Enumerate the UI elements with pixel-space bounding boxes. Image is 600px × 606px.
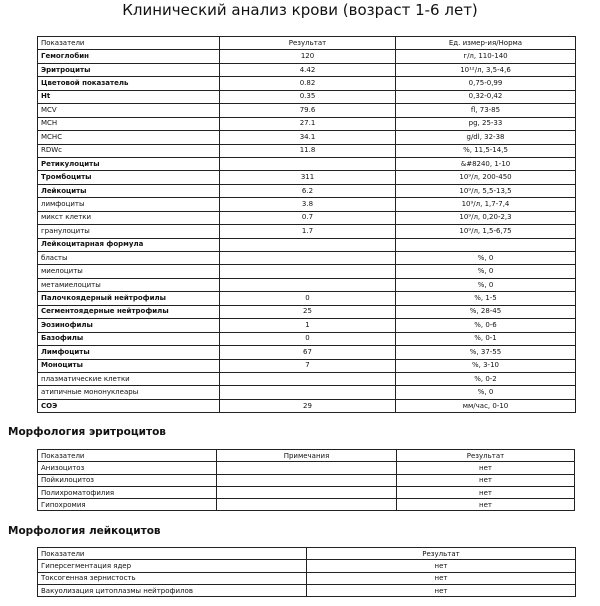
table-row — [38, 63, 576, 76]
indicator-name: микст клетки — [38, 211, 220, 224]
table-row — [38, 572, 576, 584]
indicator-name: Тромбоциты — [38, 171, 220, 184]
norm-value: %, 11,5-14,5 — [396, 144, 576, 157]
column-header-result: Результат — [220, 37, 396, 50]
norm-value: fl, 73-85 — [396, 104, 576, 117]
norm-value: %, 0 — [396, 386, 576, 399]
result-value: нет — [307, 572, 576, 584]
result-value: 311 — [220, 171, 396, 184]
note-value — [217, 462, 397, 474]
leukocyte-morphology-rows — [38, 560, 576, 597]
norm-value: 10⁹/л, 0,20-2,3 — [396, 211, 576, 224]
table-row — [38, 499, 575, 511]
result-value: 0 — [220, 332, 396, 345]
norm-value: %, 37-55 — [396, 346, 576, 359]
result-value: нет — [397, 462, 575, 474]
report-title: Клинический анализ крови (возраст 1-6 лет) — [122, 1, 478, 19]
indicator-name: Палочкоядерный нейтрофилы — [38, 292, 220, 305]
result-value: 27.1 — [220, 117, 396, 130]
table-row — [38, 278, 576, 291]
result-value: 0.82 — [220, 77, 396, 90]
table-row — [38, 104, 576, 117]
table-row — [38, 292, 576, 305]
indicator-name: Гемоглобин — [38, 50, 220, 63]
norm-value: 0,32-0,42 — [396, 90, 576, 103]
result-value: 11.8 — [220, 144, 396, 157]
result-value: нет — [397, 474, 575, 486]
result-value — [220, 278, 396, 291]
column-header-notes: Примечания — [217, 450, 397, 462]
norm-value: %, 3-10 — [396, 359, 576, 372]
table-header-row — [38, 37, 576, 50]
table-row — [38, 560, 576, 572]
norm-value: %, 1-5 — [396, 292, 576, 305]
table-row — [38, 486, 575, 498]
table-row — [38, 171, 576, 184]
indicator-name: Пойкилоцитоз — [38, 474, 217, 486]
norm-value: %, 0-6 — [396, 319, 576, 332]
indicator-name: Эозинофилы — [38, 319, 220, 332]
norm-value: 0,75-0,99 — [396, 77, 576, 90]
indicator-name: Вакуолизация цитоплазмы нейтрофилов — [38, 584, 307, 596]
column-header-indicator: Показатели — [38, 548, 307, 560]
indicator-name: MCV — [38, 104, 220, 117]
indicator-name: Гиперсегментация ядер — [38, 560, 307, 572]
table-row — [38, 332, 576, 345]
norm-value: %, 28-45 — [396, 305, 576, 318]
leukocyte-morphology-heading: Морфология лейкоцитов — [8, 525, 161, 537]
table-row — [38, 225, 576, 238]
table-row — [38, 50, 576, 63]
result-value: 0.35 — [220, 90, 396, 103]
result-value: 29 — [220, 399, 396, 412]
result-value — [220, 238, 396, 251]
indicator-name: плазматические клетки — [38, 372, 220, 385]
indicator-name: MCH — [38, 117, 220, 130]
result-value: 7 — [220, 359, 396, 372]
result-value: 79.6 — [220, 104, 396, 117]
column-header-norm: Ед. измер-ия/Норма — [396, 37, 576, 50]
indicator-name: СОЭ — [38, 399, 220, 412]
result-value: нет — [397, 499, 575, 511]
indicator-name: Полихроматофилия — [38, 486, 217, 498]
table-row — [38, 399, 576, 412]
table-row — [38, 305, 576, 318]
norm-value: 10⁹/л, 5,5-13,5 — [396, 184, 576, 197]
indicator-name: Лейкоцитарная формула — [38, 238, 220, 251]
indicator-name: Цветовой показатель — [38, 77, 220, 90]
table-row — [38, 252, 576, 265]
result-value: 34.1 — [220, 131, 396, 144]
norm-value: 10⁹/л, 1,5-6,75 — [396, 225, 576, 238]
result-value: 1.7 — [220, 225, 396, 238]
erythrocyte-morphology-heading: Морфология эритроцитов — [8, 426, 166, 438]
indicator-name: гранулоциты — [38, 225, 220, 238]
norm-value: &#8240, 1-10 — [396, 157, 576, 170]
table-row — [38, 265, 576, 278]
norm-value — [396, 238, 576, 251]
blood-analysis-rows — [38, 50, 576, 413]
result-value — [220, 252, 396, 265]
indicator-name: атипичные мононуклеары — [38, 386, 220, 399]
norm-value: %, 0 — [396, 278, 576, 291]
result-value: нет — [397, 486, 575, 498]
table-row — [38, 584, 576, 596]
indicator-name: метамиелоциты — [38, 278, 220, 291]
column-header-result: Результат — [307, 548, 576, 560]
indicator-name: MCHC — [38, 131, 220, 144]
table-row — [38, 474, 575, 486]
table-row — [38, 117, 576, 130]
result-value — [220, 372, 396, 385]
result-value: 67 — [220, 346, 396, 359]
note-value — [217, 499, 397, 511]
result-value: нет — [307, 560, 576, 572]
indicator-name: Моноциты — [38, 359, 220, 372]
norm-value: %, 0-1 — [396, 332, 576, 345]
norm-value: 10⁹/л, 1,7-7,4 — [396, 198, 576, 211]
indicator-name: Ретикулоциты — [38, 157, 220, 170]
table-row — [38, 90, 576, 103]
indicator-name: лимфоциты — [38, 198, 220, 211]
result-value: 4.42 — [220, 63, 396, 76]
note-value — [217, 474, 397, 486]
table-row — [38, 144, 576, 157]
table-row — [38, 131, 576, 144]
indicator-name: Ht — [38, 90, 220, 103]
indicator-name: Базофилы — [38, 332, 220, 345]
table-row — [38, 184, 576, 197]
result-value: 1 — [220, 319, 396, 332]
norm-value: г/л, 110-140 — [396, 50, 576, 63]
column-header-indicator: Показатели — [38, 450, 217, 462]
erythrocyte-morphology-table — [37, 449, 575, 511]
table-header-row — [38, 548, 576, 560]
table-row — [38, 198, 576, 211]
indicator-name: Гипохромия — [38, 499, 217, 511]
table-row — [38, 211, 576, 224]
table-row — [38, 157, 576, 170]
leukocyte-morphology-table — [37, 547, 576, 597]
norm-value: 10⁹/л, 200-450 — [396, 171, 576, 184]
result-value: 0 — [220, 292, 396, 305]
note-value — [217, 486, 397, 498]
result-value: 6.2 — [220, 184, 396, 197]
indicator-name: RDWc — [38, 144, 220, 157]
result-value — [220, 265, 396, 278]
table-row — [38, 372, 576, 385]
indicator-name: миелоциты — [38, 265, 220, 278]
norm-value: %, 0 — [396, 252, 576, 265]
column-header-result: Результат — [397, 450, 575, 462]
norm-value: %, 0 — [396, 265, 576, 278]
blood-analysis-table — [37, 36, 576, 413]
erythrocyte-morphology-rows — [38, 462, 575, 511]
result-value: 3.8 — [220, 198, 396, 211]
indicator-name: Анизоцитоз — [38, 462, 217, 474]
indicator-name: бласты — [38, 252, 220, 265]
table-row — [38, 77, 576, 90]
indicator-name: Токсогенная зернистость — [38, 572, 307, 584]
indicator-name: Лимфоциты — [38, 346, 220, 359]
table-row — [38, 359, 576, 372]
table-row — [38, 462, 575, 474]
result-value: нет — [307, 584, 576, 596]
result-value: 25 — [220, 305, 396, 318]
norm-value: мм/час, 0-10 — [396, 399, 576, 412]
norm-value: %, 0-2 — [396, 372, 576, 385]
result-value: 0.7 — [220, 211, 396, 224]
result-value — [220, 157, 396, 170]
indicator-name: Эритроциты — [38, 63, 220, 76]
result-value: 120 — [220, 50, 396, 63]
table-row — [38, 346, 576, 359]
table-row — [38, 319, 576, 332]
table-row — [38, 238, 576, 251]
table-header-row — [38, 450, 575, 462]
norm-value: pg, 25-33 — [396, 117, 576, 130]
indicator-name: Сегментоядерные нейтрофилы — [38, 305, 220, 318]
norm-value: g/dl, 32-38 — [396, 131, 576, 144]
table-row — [38, 386, 576, 399]
norm-value: 10¹²/л, 3,5-4,6 — [396, 63, 576, 76]
result-value — [220, 386, 396, 399]
column-header-indicator: Показатели — [38, 37, 220, 50]
indicator-name: Лейкоциты — [38, 184, 220, 197]
